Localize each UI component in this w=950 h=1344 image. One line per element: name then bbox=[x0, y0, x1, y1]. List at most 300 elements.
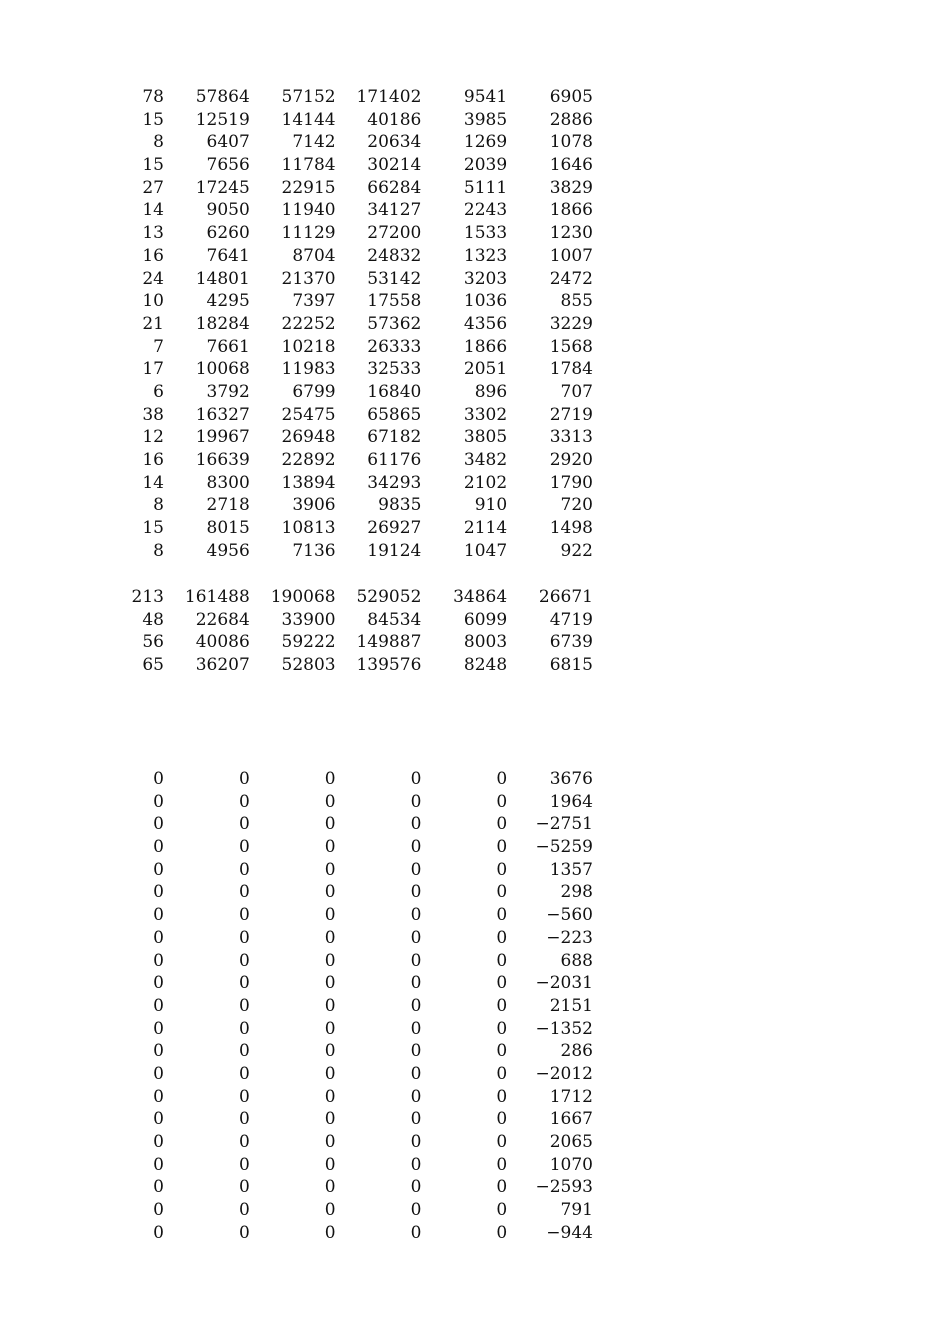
table-cell: 6739 bbox=[549, 632, 593, 653]
table-cell: 0 bbox=[153, 927, 164, 948]
table-cell: 0 bbox=[496, 1109, 508, 1130]
table-cell: 0 bbox=[153, 837, 164, 858]
table-cell: 27200 bbox=[367, 223, 422, 244]
table-cell: 6815 bbox=[549, 655, 593, 676]
table-cell: 2114 bbox=[463, 518, 508, 539]
table-row bbox=[0, 426, 620, 449]
table-cell: 27 bbox=[142, 177, 164, 198]
table-cell: 67182 bbox=[367, 427, 422, 448]
table-cell: 0 bbox=[410, 1200, 422, 1221]
table-cell: 8003 bbox=[463, 632, 508, 653]
table-cell: −1352 bbox=[535, 1018, 593, 1039]
table-cell: 0 bbox=[496, 791, 508, 812]
table-cell: 0 bbox=[324, 905, 336, 926]
table-cell: 3229 bbox=[549, 313, 593, 334]
table-row bbox=[0, 1222, 620, 1245]
table-cell: 1568 bbox=[549, 336, 593, 357]
table-cell: 14 bbox=[142, 200, 164, 221]
table-cell: 56 bbox=[142, 632, 164, 653]
table-cell: 7641 bbox=[206, 245, 250, 266]
table-cell: 529052 bbox=[356, 587, 422, 607]
table-cell: 0 bbox=[410, 791, 422, 812]
table-cell: 16 bbox=[142, 245, 164, 266]
table-cell: 0 bbox=[410, 1041, 422, 1062]
table-cell: 0 bbox=[238, 1177, 250, 1198]
table-cell: 0 bbox=[496, 859, 508, 880]
table-cell: 3906 bbox=[292, 495, 336, 516]
table-cell: 0 bbox=[324, 927, 336, 948]
table-cell: 0 bbox=[324, 1177, 336, 1198]
table-cell: 0 bbox=[238, 791, 250, 812]
table-row bbox=[0, 950, 620, 973]
table-row bbox=[0, 449, 620, 472]
table-row bbox=[0, 109, 620, 132]
table-cell: 10813 bbox=[281, 518, 336, 539]
table-cell: 190068 bbox=[270, 587, 336, 607]
table-row bbox=[0, 791, 620, 814]
table-cell: 0 bbox=[496, 1222, 508, 1243]
table-cell: 0 bbox=[496, 1063, 508, 1084]
table-row bbox=[0, 245, 620, 268]
table-cell: 0 bbox=[238, 1154, 250, 1175]
table-cell: 33900 bbox=[281, 609, 336, 630]
table-cell: 0 bbox=[238, 950, 250, 971]
table-row bbox=[0, 1176, 620, 1199]
table-cell: 1070 bbox=[549, 1154, 593, 1175]
summary-table bbox=[0, 586, 620, 677]
table-row bbox=[0, 268, 620, 291]
table-cell: 8300 bbox=[206, 472, 250, 493]
table-cell: 0 bbox=[324, 995, 336, 1016]
table-cell: 8 bbox=[153, 495, 164, 516]
table-cell: −560 bbox=[546, 905, 593, 926]
table-cell: 1866 bbox=[549, 200, 593, 221]
table-cell: 78 bbox=[142, 87, 164, 107]
table-cell: 12 bbox=[142, 427, 164, 448]
table-row bbox=[0, 1018, 620, 1041]
table-cell: 0 bbox=[496, 1132, 508, 1152]
table-row bbox=[0, 517, 620, 540]
table-cell: 161488 bbox=[184, 587, 250, 607]
table-cell: 0 bbox=[238, 1018, 250, 1039]
table-cell: 0 bbox=[324, 769, 336, 789]
table-cell: 7656 bbox=[206, 155, 250, 176]
table-cell: 11940 bbox=[281, 200, 336, 221]
table-cell: 2886 bbox=[549, 109, 593, 130]
table-cell: 0 bbox=[324, 1109, 336, 1130]
table-cell: 0 bbox=[153, 905, 164, 926]
table-row bbox=[0, 927, 620, 950]
table-cell: 0 bbox=[410, 814, 422, 835]
table-cell: 2051 bbox=[463, 359, 508, 380]
table-cell: 0 bbox=[238, 859, 250, 880]
table-cell: 65 bbox=[142, 655, 164, 676]
table-cell: 57152 bbox=[281, 87, 336, 107]
table-cell: 17558 bbox=[367, 291, 422, 312]
table-cell: 0 bbox=[496, 1041, 508, 1062]
table-cell: 0 bbox=[410, 1063, 422, 1084]
table-row bbox=[0, 199, 620, 222]
table-cell: 0 bbox=[153, 995, 164, 1016]
table-cell: 13 bbox=[142, 223, 164, 244]
table-cell: 10218 bbox=[281, 336, 336, 357]
table-cell: 40186 bbox=[367, 109, 422, 130]
table-cell: 0 bbox=[324, 791, 336, 812]
table-cell: 0 bbox=[496, 814, 508, 835]
table-cell: 1007 bbox=[549, 245, 593, 266]
table-row bbox=[0, 995, 620, 1018]
table-cell: 0 bbox=[324, 1086, 336, 1107]
table-cell: 0 bbox=[496, 905, 508, 926]
table-cell: 2243 bbox=[463, 200, 508, 221]
table-cell: 1269 bbox=[463, 132, 508, 153]
table-row bbox=[0, 586, 620, 609]
table-cell: 34127 bbox=[367, 200, 422, 221]
table-cell: 0 bbox=[153, 1200, 164, 1221]
table-row bbox=[0, 859, 620, 882]
table-cell: 53142 bbox=[367, 268, 422, 289]
table-cell: 15 bbox=[142, 518, 164, 539]
table-cell: 0 bbox=[153, 1041, 164, 1062]
table-cell: 0 bbox=[238, 769, 250, 789]
table-cell: 1866 bbox=[463, 336, 508, 357]
table-cell: 0 bbox=[496, 1154, 508, 1175]
table-cell: 8248 bbox=[463, 655, 508, 676]
table-cell: 707 bbox=[560, 381, 593, 402]
table-cell: 0 bbox=[324, 814, 336, 835]
table-row bbox=[0, 768, 620, 791]
table-cell: 0 bbox=[324, 1018, 336, 1039]
table-cell: 0 bbox=[324, 837, 336, 858]
table-cell: 0 bbox=[324, 1041, 336, 1062]
table-cell: 0 bbox=[153, 1177, 164, 1198]
table-cell: 26927 bbox=[367, 518, 422, 539]
table-row bbox=[0, 540, 620, 563]
table-cell: 171402 bbox=[356, 87, 422, 107]
table-cell: 298 bbox=[560, 882, 593, 903]
table-cell: 0 bbox=[496, 1086, 508, 1107]
table-row bbox=[0, 313, 620, 336]
table-cell: 8704 bbox=[292, 245, 336, 266]
table-cell: 6905 bbox=[549, 87, 593, 107]
table-cell: 21370 bbox=[281, 268, 336, 289]
table-cell: 0 bbox=[153, 769, 164, 789]
table-cell: 4295 bbox=[206, 291, 250, 312]
table-cell: 0 bbox=[153, 1154, 164, 1175]
table-cell: 139576 bbox=[356, 655, 422, 676]
table-cell: −2593 bbox=[535, 1177, 593, 1198]
table-cell: 1078 bbox=[549, 132, 593, 153]
table-cell: 17 bbox=[142, 359, 164, 380]
table-cell: 0 bbox=[238, 927, 250, 948]
table-cell: 0 bbox=[324, 882, 336, 903]
table-cell: 0 bbox=[153, 973, 164, 994]
table-cell: 0 bbox=[324, 1222, 336, 1243]
table-cell: 8 bbox=[153, 540, 164, 561]
table-cell: 0 bbox=[324, 1132, 336, 1152]
table-cell: 0 bbox=[410, 882, 422, 903]
table-cell: 19124 bbox=[367, 540, 422, 561]
difference-table bbox=[0, 768, 620, 1244]
table-cell: 8015 bbox=[206, 518, 250, 539]
table-cell: 7 bbox=[153, 336, 164, 357]
table-cell: 4956 bbox=[206, 540, 250, 561]
table-cell: 1790 bbox=[549, 472, 593, 493]
table-cell: 3985 bbox=[463, 109, 508, 130]
table-cell: 149887 bbox=[356, 632, 422, 653]
table-cell: 0 bbox=[238, 882, 250, 903]
table-cell: 0 bbox=[496, 882, 508, 903]
table-cell: 0 bbox=[238, 814, 250, 835]
table-cell: 0 bbox=[410, 973, 422, 994]
table-cell: 1646 bbox=[549, 155, 593, 176]
table-row bbox=[0, 358, 620, 381]
table-cell: 21 bbox=[142, 313, 164, 334]
table-cell: 791 bbox=[560, 1200, 593, 1221]
table-row bbox=[0, 1108, 620, 1131]
table-row bbox=[0, 154, 620, 177]
table-cell: 1533 bbox=[463, 223, 508, 244]
table-cell: 12519 bbox=[195, 109, 250, 130]
table-cell: −5259 bbox=[535, 837, 593, 858]
table-cell: −2751 bbox=[535, 814, 593, 835]
table-cell: 0 bbox=[324, 1200, 336, 1221]
table-cell: 0 bbox=[410, 859, 422, 880]
table-cell: 0 bbox=[410, 1132, 422, 1152]
table-cell: 16 bbox=[142, 450, 164, 470]
table-cell: 0 bbox=[238, 973, 250, 994]
table-cell: 1036 bbox=[463, 291, 508, 312]
table-cell: 1712 bbox=[549, 1086, 593, 1107]
table-row bbox=[0, 404, 620, 427]
table-cell: 22915 bbox=[281, 177, 336, 198]
table-cell: 9050 bbox=[206, 200, 250, 221]
table-cell: 30214 bbox=[367, 155, 422, 176]
table-cell: 0 bbox=[410, 1177, 422, 1198]
table-cell: 1667 bbox=[549, 1109, 593, 1130]
table-cell: 0 bbox=[410, 837, 422, 858]
table-cell: 3302 bbox=[463, 404, 508, 425]
table-cell: 22684 bbox=[195, 609, 250, 630]
table-row bbox=[0, 609, 620, 632]
table-cell: 0 bbox=[410, 1086, 422, 1107]
table-cell: 19967 bbox=[195, 427, 250, 448]
table-cell: 2472 bbox=[549, 268, 593, 289]
table-cell: 0 bbox=[324, 859, 336, 880]
table-cell: 0 bbox=[496, 995, 508, 1016]
table-cell: 2718 bbox=[206, 495, 250, 516]
table-cell: 48 bbox=[142, 609, 164, 630]
table-cell: 0 bbox=[238, 995, 250, 1016]
table-row bbox=[0, 86, 620, 109]
table-cell: 4719 bbox=[549, 609, 593, 630]
table-cell: 57362 bbox=[367, 313, 422, 334]
table-row bbox=[0, 177, 620, 200]
table-cell: 22252 bbox=[281, 313, 336, 334]
table-cell: 0 bbox=[410, 1109, 422, 1130]
table-cell: 0 bbox=[496, 1018, 508, 1039]
table-cell: 0 bbox=[496, 973, 508, 994]
table-cell: 0 bbox=[410, 927, 422, 948]
table-cell: 61176 bbox=[367, 450, 422, 470]
table-row bbox=[0, 972, 620, 995]
table-cell: 0 bbox=[324, 973, 336, 994]
table-cell: 36207 bbox=[195, 655, 250, 676]
table-cell: 213 bbox=[131, 587, 164, 607]
table-cell: 34293 bbox=[367, 472, 422, 493]
table-cell: 3676 bbox=[549, 769, 593, 789]
table-row bbox=[0, 131, 620, 154]
table-cell: 59222 bbox=[281, 632, 336, 653]
table-cell: 0 bbox=[153, 859, 164, 880]
table-cell: 57864 bbox=[195, 87, 250, 107]
table-cell: 3792 bbox=[206, 381, 250, 402]
table-row bbox=[0, 1063, 620, 1086]
table-cell: 688 bbox=[560, 950, 593, 971]
table-cell: 0 bbox=[153, 950, 164, 971]
table-cell: 0 bbox=[238, 1063, 250, 1084]
table-cell: 84534 bbox=[367, 609, 422, 630]
table-cell: 0 bbox=[496, 769, 508, 789]
table-cell: 26333 bbox=[367, 336, 422, 357]
table-cell: 15 bbox=[142, 109, 164, 130]
table-row bbox=[0, 881, 620, 904]
table-row bbox=[0, 1154, 620, 1177]
table-cell: 2151 bbox=[549, 995, 593, 1016]
table-cell: 0 bbox=[324, 1154, 336, 1175]
table-cell: 0 bbox=[324, 1063, 336, 1084]
table-cell: 896 bbox=[474, 381, 508, 402]
table-row bbox=[0, 654, 620, 677]
table-cell: 0 bbox=[238, 1109, 250, 1130]
table-cell: 0 bbox=[496, 950, 508, 971]
table-cell: 2920 bbox=[549, 450, 593, 470]
table-cell: 0 bbox=[238, 1041, 250, 1062]
table-cell: 24 bbox=[142, 268, 164, 289]
table-cell: 0 bbox=[153, 1063, 164, 1084]
table-cell: 0 bbox=[410, 950, 422, 971]
table-cell: 9835 bbox=[378, 495, 422, 516]
table-cell: −223 bbox=[546, 927, 593, 948]
table-cell: 0 bbox=[238, 1086, 250, 1107]
table-cell: 0 bbox=[238, 1200, 250, 1221]
table-cell: −944 bbox=[546, 1222, 593, 1243]
table-row bbox=[0, 904, 620, 927]
table-cell: 40086 bbox=[195, 632, 250, 653]
table-cell: 0 bbox=[153, 1018, 164, 1039]
table-cell: 0 bbox=[153, 1109, 164, 1130]
table-cell: 11129 bbox=[281, 223, 336, 244]
table-cell: 20634 bbox=[367, 132, 422, 153]
table-cell: 66284 bbox=[367, 177, 422, 198]
table-cell: 52803 bbox=[281, 655, 336, 676]
table-cell: 25475 bbox=[281, 404, 336, 425]
table-cell: 0 bbox=[324, 950, 336, 971]
table-row bbox=[0, 336, 620, 359]
table-cell: 0 bbox=[238, 837, 250, 858]
table-cell: 13894 bbox=[281, 472, 336, 493]
table-cell: 16639 bbox=[195, 450, 250, 470]
table-cell: 38 bbox=[142, 404, 164, 425]
table-cell: 7397 bbox=[292, 291, 336, 312]
table-cell: 16327 bbox=[195, 404, 250, 425]
table-cell: 2719 bbox=[549, 404, 593, 425]
table-cell: 3482 bbox=[463, 450, 508, 470]
table-cell: 9541 bbox=[463, 87, 508, 107]
table-cell: 15 bbox=[142, 155, 164, 176]
table-cell: 286 bbox=[560, 1041, 593, 1062]
table-cell: 7136 bbox=[292, 540, 336, 561]
table-cell: 0 bbox=[153, 1132, 164, 1152]
table-row bbox=[0, 494, 620, 517]
table-cell: 6407 bbox=[206, 132, 250, 153]
table-cell: 0 bbox=[496, 837, 508, 858]
table-cell: 0 bbox=[153, 882, 164, 903]
table-cell: 4356 bbox=[463, 313, 508, 334]
table-cell: 1784 bbox=[549, 359, 593, 380]
table-cell: 6 bbox=[153, 381, 164, 402]
table-cell: 2039 bbox=[463, 155, 508, 176]
table-cell: 0 bbox=[410, 1018, 422, 1039]
table-row bbox=[0, 836, 620, 859]
table-cell: 26671 bbox=[538, 587, 593, 607]
table-row bbox=[0, 813, 620, 836]
table-cell: 11784 bbox=[281, 155, 336, 176]
table-cell: −2031 bbox=[535, 973, 593, 994]
table-row bbox=[0, 472, 620, 495]
table-cell: 0 bbox=[238, 1222, 250, 1243]
table-cell: 0 bbox=[238, 905, 250, 926]
table-cell: 3203 bbox=[463, 268, 508, 289]
table-row bbox=[0, 631, 620, 654]
table-row bbox=[0, 222, 620, 245]
table-cell: 11983 bbox=[281, 359, 336, 380]
table-cell: 0 bbox=[410, 905, 422, 926]
table-cell: 2065 bbox=[549, 1132, 593, 1152]
table-cell: 0 bbox=[496, 1177, 508, 1198]
table-cell: 1230 bbox=[549, 223, 593, 244]
table-cell: 1964 bbox=[549, 791, 593, 812]
table-row bbox=[0, 1199, 620, 1222]
table-cell: 34864 bbox=[453, 587, 508, 607]
table-cell: 6099 bbox=[463, 609, 508, 630]
table-cell: 14144 bbox=[281, 109, 336, 130]
table-cell: 0 bbox=[410, 1154, 422, 1175]
table-cell: 18284 bbox=[195, 313, 250, 334]
table-cell: 3313 bbox=[549, 427, 593, 448]
table-cell: 6260 bbox=[206, 223, 250, 244]
table-cell: 26948 bbox=[281, 427, 336, 448]
table-cell: 1357 bbox=[549, 859, 593, 880]
table-cell: 0 bbox=[410, 1222, 422, 1243]
table-cell: 855 bbox=[560, 291, 593, 312]
table-cell: 1498 bbox=[549, 518, 593, 539]
table-cell: 0 bbox=[238, 1132, 250, 1152]
table-cell: 3805 bbox=[463, 427, 508, 448]
table-cell: 7142 bbox=[292, 132, 336, 153]
table-row bbox=[0, 1131, 620, 1154]
table-cell: 10 bbox=[142, 291, 164, 312]
table-cell: 922 bbox=[560, 540, 593, 561]
table-row bbox=[0, 381, 620, 404]
table-cell: 0 bbox=[153, 1222, 164, 1243]
table-cell: 1323 bbox=[463, 245, 508, 266]
detail-table bbox=[0, 86, 620, 562]
table-cell: 3829 bbox=[549, 177, 593, 198]
table-cell: 14801 bbox=[195, 268, 250, 289]
table-cell: 6799 bbox=[292, 381, 336, 402]
table-cell: 2102 bbox=[463, 472, 508, 493]
